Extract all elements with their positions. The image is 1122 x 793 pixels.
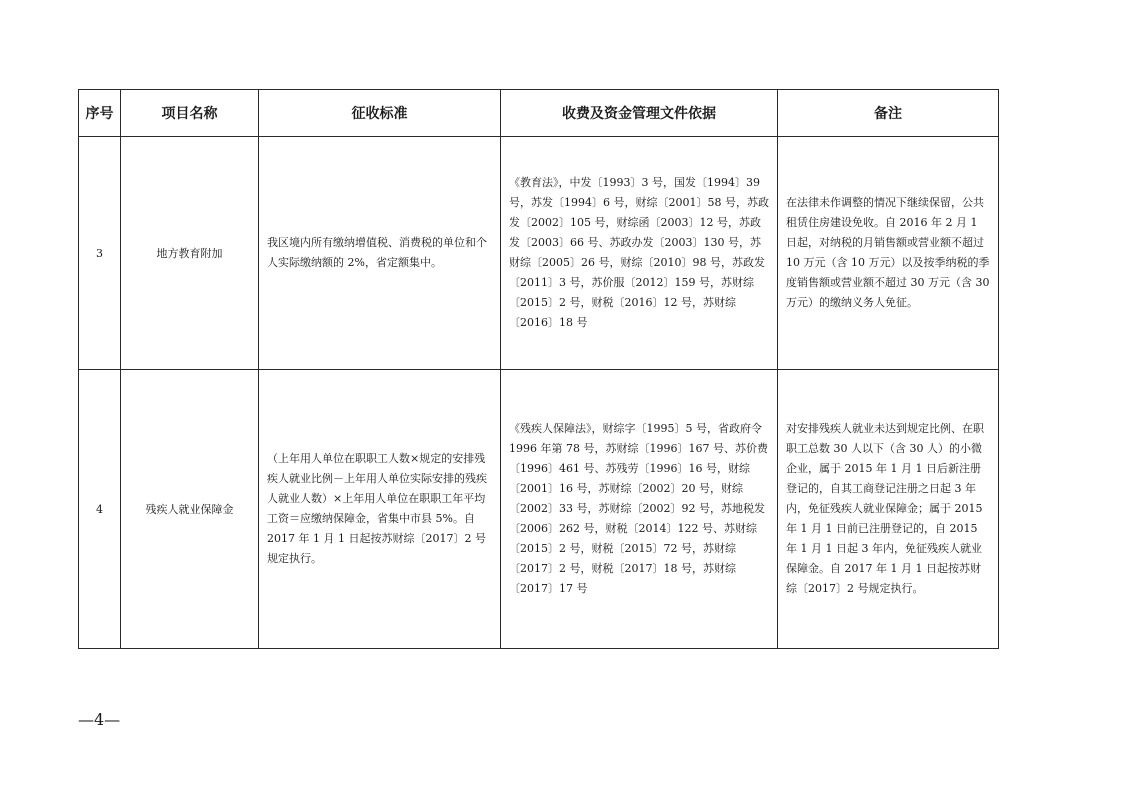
table-row bbox=[79, 137, 999, 370]
page-number: —4— bbox=[78, 710, 121, 729]
row-standard-cell bbox=[259, 137, 501, 370]
row-serial-number: 4 bbox=[79, 370, 121, 649]
row-item-name: 残疾人就业保障金 bbox=[121, 370, 259, 649]
header-serial-number: 序号 bbox=[79, 90, 121, 137]
table-row bbox=[79, 370, 999, 649]
row-basis: 《残疾人保障法》，财综字〔1995〕5 号，省政府令 1996 年第 78 号，苏财综〔1996〕167 号、苏价费〔1996〕461 号、苏残劳〔1996〕16 号，财综〔2001〕16 号，苏财综〔2002〕20 号，财综〔2002〕33 号，苏财综〔2002〕92 号，苏地税发〔2006〕262 号，财税〔2014〕122 号、苏财综〔2015〕2 号，财税〔2015〕72 号，苏财综〔2017〕2 号，财税〔2017〕18 号，苏财综〔2017〕17 号 bbox=[509, 422, 768, 595]
row-standard: 我区境内所有缴纳增值税、消费税的单位和个人实际缴纳额的 2%，省定额集中。 bbox=[267, 236, 487, 269]
header-remarks: 备注 bbox=[778, 90, 999, 137]
row-basis-cell bbox=[501, 137, 778, 370]
fee-table bbox=[78, 89, 999, 649]
row-standard-cell bbox=[259, 370, 501, 649]
row-remarks-cell bbox=[778, 137, 999, 370]
row-item-name: 地方教育附加 bbox=[121, 137, 259, 370]
header-standard: 征收标准 bbox=[259, 90, 501, 137]
row-serial-number: 3 bbox=[79, 137, 121, 370]
table-header-row bbox=[79, 90, 999, 137]
row-remarks-cell bbox=[778, 370, 999, 649]
row-standard: （上年用人单位在职职工人数×规定的安排残疾人就业比例－上年用人单位实际安排的残疾人就业人数）×上年用人单位在职职工年平均工资＝应缴纳保障金，省集中市县 5%。自 2017 年 1 月 1 日起按苏财综〔2017〕2 号规定执行。 bbox=[267, 452, 487, 565]
header-item-name: 项目名称 bbox=[121, 90, 259, 137]
row-remarks: 对安排残疾人就业未达到规定比例、在职职工总数 30 人以下（含 30 人）的小微企业，属于 2015 年 1 月 1 日后新注册登记的，自其工商登记注册之日起 3 年内，免征残疾人就业保障金；属于 2015 年 1 月 1 日前已注册登记的，自 2015 年 1 月 1 日起 3 年内，免征残疾人就业保障金。自 2017 年 1 月 1 日起按苏财综〔2017〕2 号规定执行。 bbox=[786, 422, 984, 595]
row-basis: 《教育法》，中发〔1993〕3 号，国发〔1994〕39 号，苏发〔1994〕6 号，财综〔2001〕58 号，苏政发〔2002〕105 号，财综函〔2003〕12 号，苏政发〔2003〕66 号、苏政办发〔2003〕130 号，苏财综〔2005〕26 号，财综〔2010〕98 号，苏政发〔2011〕3 号，苏价服〔2012〕159 号，苏财综〔2015〕2 号，财税〔2016〕12 号，苏财综〔2016〕18 号 bbox=[509, 176, 769, 329]
row-basis-cell bbox=[501, 370, 778, 649]
header-basis: 收费及资金管理文件依据 bbox=[501, 90, 778, 137]
row-remarks: 在法律未作调整的情况下继续保留，公共租赁住房建设免收。自 2016 年 2 月 1 日起，对纳税的月销售额或营业额不超过 10 万元（含 10 万元）以及按季纳税的季度销售额或营业额不超过 30 万元（含 30 万元）的缴纳义务人免征。 bbox=[786, 196, 990, 309]
